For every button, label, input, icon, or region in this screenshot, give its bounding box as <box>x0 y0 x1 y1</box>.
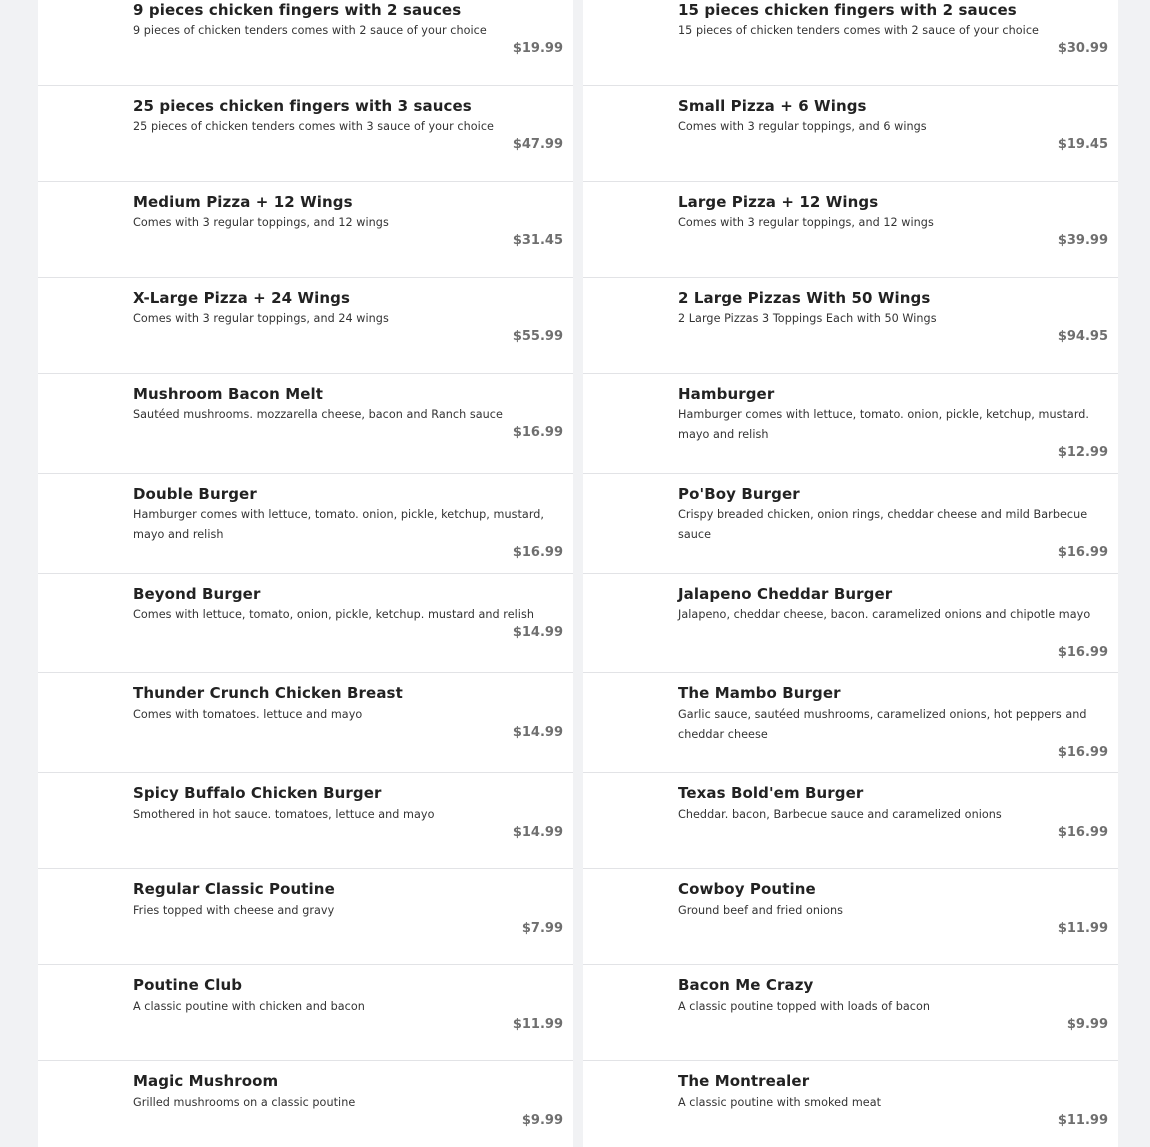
menu-item-card[interactable] <box>38 773 573 869</box>
item-thumbnail <box>38 574 123 672</box>
item-description: Grilled mushrooms on a classic poutine <box>133 1096 356 1109</box>
item-thumbnail <box>38 1061 123 1147</box>
item-description: Crispy breaded chicken, onion rings, cheddar cheese and mild Barbecue sauce <box>678 508 1088 541</box>
menu-item-card[interactable] <box>583 869 1118 965</box>
menu-item-card[interactable] <box>38 965 573 1061</box>
menu-item-card[interactable] <box>583 374 1118 474</box>
item-thumbnail <box>38 86 123 181</box>
item-name: Small Pizza + 6 Wings <box>678 97 867 115</box>
item-name: 25 pieces chicken fingers with 3 sauces <box>133 97 472 115</box>
item-name: 15 pieces chicken fingers with 2 sauces <box>678 1 1017 19</box>
item-price: $19.45 <box>1057 137 1108 152</box>
item-price: $16.99 <box>1057 825 1108 840</box>
item-description: Hamburger comes with lettuce, tomato. onion, pickle, ketchup, mustard, mayo and relish <box>133 508 545 541</box>
item-thumbnail <box>38 278 123 373</box>
item-thumbnail <box>583 673 668 772</box>
menu-item-card[interactable] <box>38 1061 573 1147</box>
item-thumbnail <box>583 374 668 473</box>
menu-item-card[interactable] <box>583 773 1118 869</box>
item-name: The Mambo Burger <box>678 684 841 702</box>
item-description: Comes with 3 regular toppings, and 6 wings <box>678 120 927 133</box>
menu-item-card[interactable] <box>38 374 573 474</box>
item-price: $14.99 <box>512 625 563 640</box>
item-thumbnail <box>583 0 668 85</box>
item-price: $14.99 <box>512 825 563 840</box>
item-thumbnail <box>38 965 123 1060</box>
item-thumbnail <box>38 474 123 573</box>
menu-item-card[interactable] <box>38 278 573 374</box>
item-price: $16.99 <box>512 545 563 560</box>
item-thumbnail <box>38 773 123 868</box>
item-description: Sautéed mushrooms. mozzarella cheese, bacon and Ranch sauce <box>133 408 503 421</box>
item-thumbnail <box>583 869 668 964</box>
item-name: Texas Bold'em Burger <box>678 784 864 802</box>
item-price: $12.99 <box>1057 445 1108 460</box>
item-description: Jalapeno, cheddar cheese, bacon. caramelized onions and chipotle mayo <box>678 608 1091 621</box>
item-description: A classic poutine with smoked meat <box>678 1096 882 1109</box>
item-description: A classic poutine with chicken and bacon <box>133 1000 365 1013</box>
item-description: Comes with tomatoes. lettuce and mayo <box>133 708 363 721</box>
item-price: $39.99 <box>1057 233 1108 248</box>
item-name: 9 pieces chicken fingers with 2 sauces <box>133 1 462 19</box>
item-name: Hamburger <box>678 385 775 403</box>
item-name: Poutine Club <box>133 976 243 994</box>
menu-item-card[interactable] <box>38 474 573 574</box>
item-price: $19.99 <box>512 41 563 56</box>
item-thumbnail <box>583 1061 668 1147</box>
item-price: $11.99 <box>512 1017 563 1032</box>
item-description: 15 pieces of chicken tenders comes with 2 sauce of your choice <box>678 24 1039 37</box>
item-price: $14.99 <box>512 725 563 740</box>
menu-item-card[interactable] <box>583 278 1118 374</box>
item-thumbnail <box>583 574 668 672</box>
menu-column-left <box>38 0 573 1147</box>
item-name: Regular Classic Poutine <box>133 880 335 898</box>
item-description: Comes with lettuce, tomato, onion, pickle, ketchup. mustard and relish <box>133 608 534 621</box>
item-price: $16.99 <box>1057 745 1108 760</box>
menu-item-card[interactable] <box>38 0 573 86</box>
item-description: Comes with 3 regular toppings, and 24 wings <box>133 312 389 325</box>
item-description: Comes with 3 regular toppings, and 12 wings <box>133 216 389 229</box>
item-thumbnail <box>38 673 123 772</box>
item-price: $9.99 <box>1066 1017 1108 1032</box>
item-thumbnail <box>38 182 123 277</box>
menu-item-card[interactable] <box>583 0 1118 86</box>
item-price: $31.45 <box>512 233 563 248</box>
item-name: Large Pizza + 12 Wings <box>678 193 879 211</box>
item-price: $11.99 <box>1057 1113 1108 1128</box>
menu-item-card[interactable] <box>38 673 573 773</box>
item-thumbnail <box>583 278 668 373</box>
item-price: $16.99 <box>1057 545 1108 560</box>
item-price: $11.99 <box>1057 921 1108 936</box>
item-description: Smothered in hot sauce. tomatoes, lettuce and mayo <box>133 808 435 821</box>
item-name: Beyond Burger <box>133 585 261 603</box>
item-price: $9.99 <box>521 1113 563 1128</box>
item-name: The Montrealer <box>678 1072 810 1090</box>
item-thumbnail <box>583 474 668 573</box>
item-description: 2 Large Pizzas 3 Toppings Each with 50 Wings <box>678 312 937 325</box>
menu-item-card[interactable] <box>38 86 573 182</box>
item-price: $16.99 <box>512 425 563 440</box>
item-thumbnail <box>38 374 123 473</box>
menu-item-card[interactable] <box>583 965 1118 1061</box>
item-name: Jalapeno Cheddar Burger <box>678 585 893 603</box>
item-name: Medium Pizza + 12 Wings <box>133 193 353 211</box>
menu-item-card[interactable] <box>583 673 1118 773</box>
item-thumbnail <box>583 86 668 181</box>
item-name: Thunder Crunch Chicken Breast <box>133 684 403 702</box>
menu-item-card[interactable] <box>38 574 573 673</box>
menu-item-card[interactable] <box>38 182 573 278</box>
item-thumbnail <box>583 182 668 277</box>
item-description: Cheddar. bacon, Barbecue sauce and caramelized onions <box>678 808 1002 821</box>
menu-item-card[interactable] <box>583 474 1118 574</box>
item-thumbnail <box>583 965 668 1060</box>
menu-item-card[interactable] <box>583 1061 1118 1147</box>
item-description: 25 pieces of chicken tenders comes with 3 sauce of your choice <box>133 120 494 133</box>
menu-item-card[interactable] <box>38 869 573 965</box>
item-price: $16.99 <box>1057 645 1108 660</box>
item-thumbnail <box>38 0 123 85</box>
menu-item-card[interactable] <box>583 182 1118 278</box>
item-description: Ground beef and fried onions <box>678 904 844 917</box>
item-name: Po'Boy Burger <box>678 485 800 503</box>
item-name: X-Large Pizza + 24 Wings <box>133 289 351 307</box>
item-price: $30.99 <box>1057 41 1108 56</box>
item-thumbnail <box>583 773 668 868</box>
menu-item-card[interactable] <box>583 86 1118 182</box>
item-description: A classic poutine topped with loads of bacon <box>678 1000 931 1013</box>
menu-item-card[interactable] <box>583 574 1118 673</box>
item-name: 2 Large Pizzas With 50 Wings <box>678 289 931 307</box>
item-thumbnail <box>38 869 123 964</box>
item-name: Spicy Buffalo Chicken Burger <box>133 784 382 802</box>
item-price: $55.99 <box>512 329 563 344</box>
item-name: Magic Mushroom <box>133 1072 279 1090</box>
item-description: Fries topped with cheese and gravy <box>133 904 335 917</box>
item-name: Mushroom Bacon Melt <box>133 385 324 403</box>
menu-column-right <box>583 0 1118 1147</box>
item-name: Cowboy Poutine <box>678 880 816 898</box>
item-description: 9 pieces of chicken tenders comes with 2 sauce of your choice <box>133 24 487 37</box>
item-description: Garlic sauce, sautéed mushrooms, caramelized onions, hot peppers and cheddar cheese <box>678 708 1087 741</box>
item-description: Comes with 3 regular toppings, and 12 wings <box>678 216 934 229</box>
item-price: $47.99 <box>512 137 563 152</box>
item-name: Bacon Me Crazy <box>678 976 814 994</box>
item-description: Hamburger comes with lettuce, tomato. onion, pickle, ketchup, mustard. mayo and relish <box>678 408 1090 441</box>
item-name: Double Burger <box>133 485 257 503</box>
item-price: $94.95 <box>1057 329 1108 344</box>
item-price: $7.99 <box>521 921 563 936</box>
